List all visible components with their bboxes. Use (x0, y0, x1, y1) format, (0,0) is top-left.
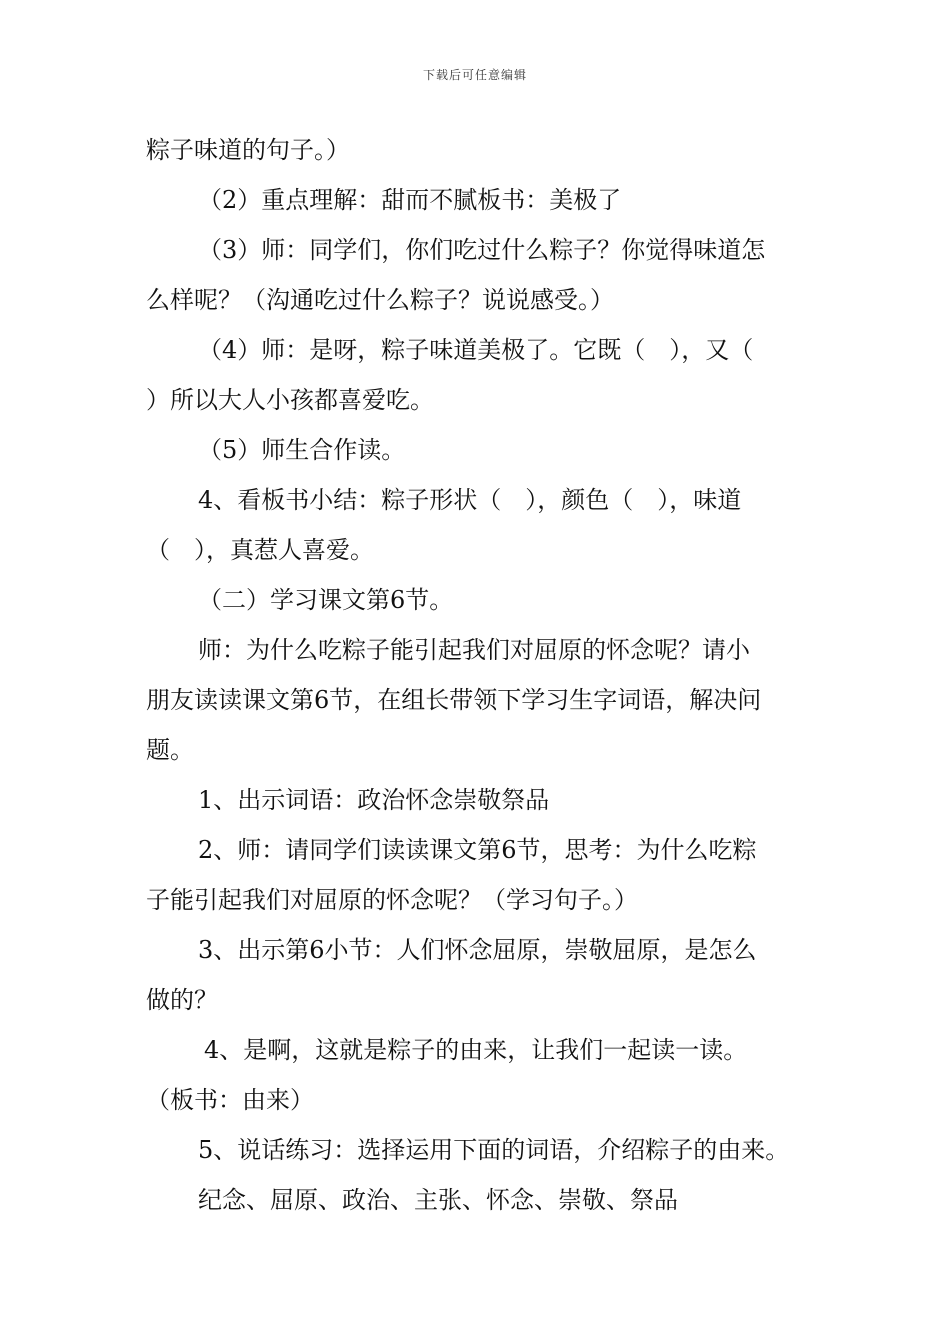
text-line: （4）师：是呀，粽子味道美极了。它既（ ），又（ (198, 336, 754, 364)
text-line: 4、是啊，这就是粽子的由来，让我们一起读一读。 (204, 1036, 748, 1064)
text-line: （二）学习课文第6节。 (198, 586, 454, 614)
text-line: （板书：由来） (146, 1086, 314, 1114)
text-line: 做的？ (146, 986, 218, 1014)
text-line: 5、说话练习：选择运用下面的词语，介绍粽子的由来。 (198, 1136, 790, 1164)
text-line: 么样呢？（沟通吃过什么粽子？说说感受。） (146, 286, 614, 314)
text-line: 师：为什么吃粽子能引起我们对屈原的怀念呢？请小 (198, 636, 750, 664)
text-line: 2、师：请同学们读读课文第6节，思考：为什么吃粽 (198, 836, 757, 864)
text-line: 纪念、屈原、政治、主张、怀念、崇敬、祭品 (198, 1186, 678, 1214)
text-line: 3、出示第6小节：人们怀念屈原，崇敬屈原，是怎么 (198, 936, 757, 964)
text-line: 4、看板书小结：粽子形状（ ），颜色（ ），味道 (198, 486, 742, 514)
text-line: 1、出示词语：政治怀念崇敬祭品 (198, 786, 550, 814)
text-line: （ ），真惹人喜爱。 (146, 536, 374, 564)
text-line: （2）重点理解：甜而不腻板书：美极了 (198, 186, 622, 214)
text-line: （5）师生合作读。 (198, 436, 406, 464)
text-line: 题。 (146, 736, 194, 764)
text-line: 粽子味道的句子。） (146, 136, 350, 164)
text-line: ）所以大人小孩都喜爱吃。 (146, 386, 434, 414)
text-line: 子能引起我们对屈原的怀念呢？（学习句子。） (146, 886, 638, 914)
page-header: 下载后可任意编辑 (422, 68, 527, 82)
text-line: （3）师：同学们，你们吃过什么粽子？你觉得味道怎 (198, 236, 766, 264)
document-body (146, 125, 810, 1225)
text-line: 朋友读读课文第6节，在组长带领下学习生字词语，解决问 (146, 686, 762, 714)
